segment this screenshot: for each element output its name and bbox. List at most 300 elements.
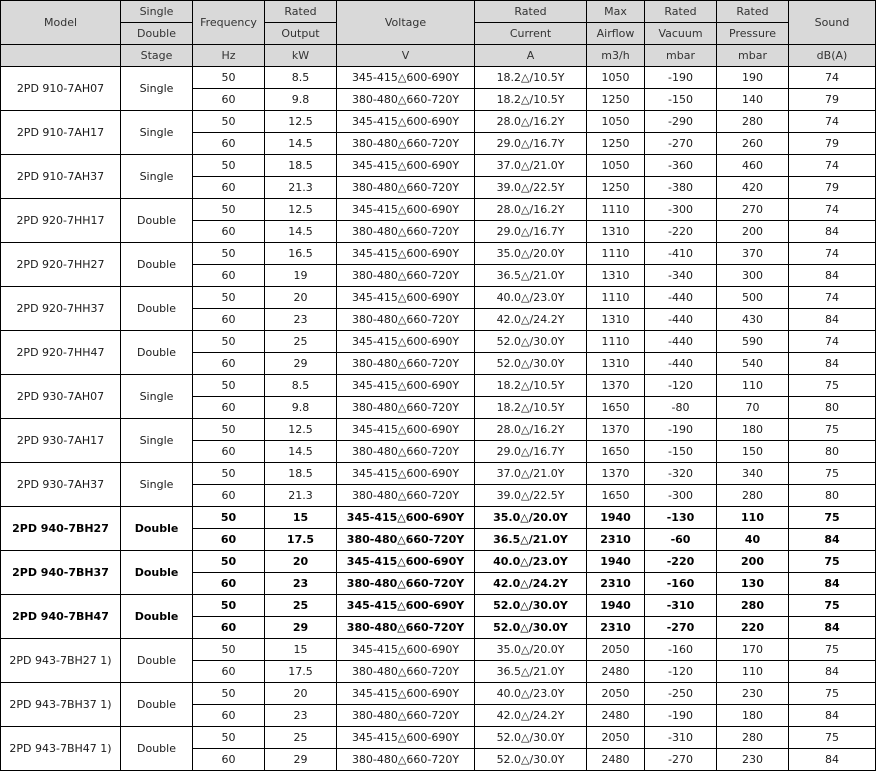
voltage-cell: 345-415△600-690Y [337, 595, 475, 617]
sound-cell: 75 [789, 551, 876, 573]
frequency-cell: 60 [193, 485, 265, 507]
vacuum-cell: -220 [645, 551, 717, 573]
sound-cell: 84 [789, 529, 876, 551]
stage-cell: Double [121, 331, 193, 375]
vacuum-cell: -410 [645, 243, 717, 265]
stage-cell: Single [121, 111, 193, 155]
table-row [1, 595, 876, 617]
current-cell: 28.0△/16.2Y [475, 111, 587, 133]
vacuum-cell: -220 [645, 221, 717, 243]
frequency-cell: 50 [193, 595, 265, 617]
model-cell: 2PD 940-7BH37 [1, 551, 121, 595]
model-cell: 2PD 920-7HH37 [1, 287, 121, 331]
stage-cell: Single [121, 67, 193, 111]
output-cell: 9.8 [265, 397, 337, 419]
current-cell: 18.2△/10.5Y [475, 67, 587, 89]
sound-cell: 84 [789, 265, 876, 287]
table-row [1, 67, 876, 89]
model-cell: 2PD 940-7BH27 [1, 507, 121, 551]
model-cell: 2PD 930-7AH37 [1, 463, 121, 507]
table-row [1, 155, 876, 177]
frequency-cell: 50 [193, 639, 265, 661]
current-cell: 36.5△/21.0Y [475, 661, 587, 683]
current-cell: 40.0△/23.0Y [475, 683, 587, 705]
header-airflow-line1: Max [587, 1, 645, 23]
sound-cell: 84 [789, 749, 876, 771]
frequency-cell: 60 [193, 265, 265, 287]
header-vacuum-line1: Rated [645, 1, 717, 23]
sound-cell: 74 [789, 199, 876, 221]
sound-cell: 74 [789, 67, 876, 89]
header-stage-double: Double [121, 23, 193, 45]
header-stage-label: Stage [121, 45, 193, 67]
current-cell: 39.0△/22.5Y [475, 177, 587, 199]
table-row [1, 463, 876, 485]
frequency-cell: 60 [193, 749, 265, 771]
airflow-cell: 1250 [587, 133, 645, 155]
output-cell: 29 [265, 617, 337, 639]
output-cell: 20 [265, 683, 337, 705]
output-cell: 29 [265, 353, 337, 375]
airflow-cell: 2480 [587, 661, 645, 683]
voltage-cell: 380-480△660-720Y [337, 353, 475, 375]
sound-cell: 80 [789, 397, 876, 419]
output-cell: 9.8 [265, 89, 337, 111]
output-cell: 8.5 [265, 67, 337, 89]
current-cell: 18.2△/10.5Y [475, 89, 587, 111]
pressure-cell: 430 [717, 309, 789, 331]
header-frequency: Frequency [193, 1, 265, 45]
voltage-cell: 380-480△660-720Y [337, 177, 475, 199]
voltage-cell: 380-480△660-720Y [337, 441, 475, 463]
pressure-cell: 370 [717, 243, 789, 265]
model-cell: 2PD 943-7BH37 1) [1, 683, 121, 727]
header-pressure-line2: Pressure [717, 23, 789, 45]
sound-cell: 79 [789, 89, 876, 111]
table-row [1, 419, 876, 441]
airflow-cell: 2050 [587, 639, 645, 661]
header-sound-unit: dB(A) [789, 45, 876, 67]
vacuum-cell: -150 [645, 441, 717, 463]
sound-cell: 84 [789, 353, 876, 375]
airflow-cell: 2310 [587, 617, 645, 639]
output-cell: 23 [265, 309, 337, 331]
table-row [1, 639, 876, 661]
vacuum-cell: -440 [645, 331, 717, 353]
airflow-cell: 2310 [587, 529, 645, 551]
model-cell: 2PD 943-7BH27 1) [1, 639, 121, 683]
vacuum-cell: -270 [645, 617, 717, 639]
voltage-cell: 380-480△660-720Y [337, 397, 475, 419]
header-voltage: Voltage [337, 1, 475, 45]
vacuum-cell: -440 [645, 287, 717, 309]
pressure-cell: 170 [717, 639, 789, 661]
sound-cell: 84 [789, 573, 876, 595]
sound-cell: 74 [789, 287, 876, 309]
pressure-cell: 260 [717, 133, 789, 155]
vacuum-cell: -270 [645, 133, 717, 155]
airflow-cell: 1940 [587, 595, 645, 617]
frequency-cell: 60 [193, 617, 265, 639]
pressure-cell: 300 [717, 265, 789, 287]
table-row [1, 683, 876, 705]
stage-cell: Single [121, 155, 193, 199]
table-body [1, 67, 876, 771]
sound-cell: 84 [789, 705, 876, 727]
pressure-cell: 140 [717, 89, 789, 111]
stage-cell: Single [121, 419, 193, 463]
vacuum-cell: -60 [645, 529, 717, 551]
output-cell: 14.5 [265, 221, 337, 243]
output-cell: 18.5 [265, 463, 337, 485]
model-cell: 2PD 910-7AH07 [1, 67, 121, 111]
sound-cell: 75 [789, 507, 876, 529]
voltage-cell: 345-415△600-690Y [337, 419, 475, 441]
frequency-cell: 60 [193, 353, 265, 375]
vacuum-cell: -250 [645, 683, 717, 705]
sound-cell: 75 [789, 595, 876, 617]
airflow-cell: 1250 [587, 177, 645, 199]
airflow-cell: 2050 [587, 683, 645, 705]
sound-cell: 75 [789, 463, 876, 485]
pressure-cell: 280 [717, 595, 789, 617]
frequency-cell: 50 [193, 463, 265, 485]
airflow-cell: 1650 [587, 397, 645, 419]
stage-cell: Double [121, 287, 193, 331]
vacuum-cell: -310 [645, 727, 717, 749]
pressure-cell: 110 [717, 507, 789, 529]
pressure-cell: 220 [717, 617, 789, 639]
frequency-cell: 60 [193, 661, 265, 683]
current-cell: 52.0△/30.0Y [475, 353, 587, 375]
airflow-cell: 1310 [587, 353, 645, 375]
pressure-cell: 180 [717, 419, 789, 441]
pressure-cell: 70 [717, 397, 789, 419]
airflow-cell: 1050 [587, 155, 645, 177]
vacuum-cell: -120 [645, 375, 717, 397]
voltage-cell: 380-480△660-720Y [337, 573, 475, 595]
airflow-cell: 1370 [587, 375, 645, 397]
airflow-cell: 1370 [587, 419, 645, 441]
current-cell: 28.0△/16.2Y [475, 199, 587, 221]
airflow-cell: 2310 [587, 573, 645, 595]
output-cell: 14.5 [265, 133, 337, 155]
airflow-cell: 1050 [587, 111, 645, 133]
table-row [1, 727, 876, 749]
output-cell: 21.3 [265, 177, 337, 199]
current-cell: 35.0△/20.0Y [475, 639, 587, 661]
airflow-cell: 1250 [587, 89, 645, 111]
frequency-cell: 60 [193, 529, 265, 551]
voltage-cell: 345-415△600-690Y [337, 243, 475, 265]
stage-cell: Double [121, 551, 193, 595]
stage-cell: Single [121, 463, 193, 507]
sound-cell: 75 [789, 419, 876, 441]
voltage-cell: 345-415△600-690Y [337, 199, 475, 221]
current-cell: 29.0△/16.7Y [475, 133, 587, 155]
pressure-cell: 200 [717, 551, 789, 573]
output-cell: 20 [265, 551, 337, 573]
vacuum-cell: -440 [645, 353, 717, 375]
voltage-cell: 345-415△600-690Y [337, 683, 475, 705]
pressure-cell: 110 [717, 661, 789, 683]
pressure-cell: 280 [717, 727, 789, 749]
airflow-cell: 1110 [587, 243, 645, 265]
table-header [1, 1, 876, 67]
sound-cell: 79 [789, 133, 876, 155]
output-cell: 16.5 [265, 243, 337, 265]
current-cell: 28.0△/16.2Y [475, 419, 587, 441]
sound-cell: 80 [789, 485, 876, 507]
voltage-cell: 345-415△600-690Y [337, 727, 475, 749]
sound-cell: 74 [789, 111, 876, 133]
current-cell: 29.0△/16.7Y [475, 441, 587, 463]
voltage-cell: 345-415△600-690Y [337, 111, 475, 133]
header-output-unit: kW [265, 45, 337, 67]
voltage-cell: 380-480△660-720Y [337, 309, 475, 331]
voltage-cell: 345-415△600-690Y [337, 507, 475, 529]
airflow-cell: 1310 [587, 221, 645, 243]
voltage-cell: 380-480△660-720Y [337, 221, 475, 243]
table-row [1, 243, 876, 265]
stage-cell: Double [121, 243, 193, 287]
header-airflow-unit: m3/h [587, 45, 645, 67]
pressure-cell: 150 [717, 441, 789, 463]
pressure-cell: 230 [717, 749, 789, 771]
pressure-cell: 130 [717, 573, 789, 595]
header-pressure-line1: Rated [717, 1, 789, 23]
frequency-cell: 50 [193, 683, 265, 705]
current-cell: 40.0△/23.0Y [475, 287, 587, 309]
frequency-cell: 60 [193, 309, 265, 331]
output-cell: 23 [265, 573, 337, 595]
sound-cell: 84 [789, 309, 876, 331]
table-row [1, 287, 876, 309]
output-cell: 25 [265, 595, 337, 617]
sound-cell: 75 [789, 727, 876, 749]
output-cell: 19 [265, 265, 337, 287]
frequency-cell: 60 [193, 397, 265, 419]
frequency-cell: 60 [193, 133, 265, 155]
stage-cell: Double [121, 639, 193, 683]
pressure-cell: 200 [717, 221, 789, 243]
current-cell: 42.0△/24.2Y [475, 573, 587, 595]
header-vacuum-line2: Vacuum [645, 23, 717, 45]
header-pressure-unit: mbar [717, 45, 789, 67]
frequency-cell: 50 [193, 331, 265, 353]
sound-cell: 80 [789, 441, 876, 463]
vacuum-cell: -190 [645, 419, 717, 441]
voltage-cell: 380-480△660-720Y [337, 705, 475, 727]
airflow-cell: 1940 [587, 551, 645, 573]
frequency-cell: 50 [193, 375, 265, 397]
pressure-cell: 280 [717, 111, 789, 133]
voltage-cell: 380-480△660-720Y [337, 133, 475, 155]
stage-cell: Double [121, 683, 193, 727]
pressure-cell: 190 [717, 67, 789, 89]
header-stage-single: Single [121, 1, 193, 23]
output-cell: 12.5 [265, 111, 337, 133]
current-cell: 18.2△/10.5Y [475, 375, 587, 397]
stage-cell: Double [121, 727, 193, 771]
pressure-cell: 270 [717, 199, 789, 221]
output-cell: 17.5 [265, 529, 337, 551]
frequency-cell: 60 [193, 705, 265, 727]
voltage-cell: 345-415△600-690Y [337, 375, 475, 397]
airflow-cell: 1050 [587, 67, 645, 89]
current-cell: 29.0△/16.7Y [475, 221, 587, 243]
output-cell: 17.5 [265, 661, 337, 683]
sound-cell: 75 [789, 639, 876, 661]
output-cell: 18.5 [265, 155, 337, 177]
current-cell: 35.0△/20.0Y [475, 243, 587, 265]
header-frequency-unit: Hz [193, 45, 265, 67]
table-row [1, 507, 876, 529]
current-cell: 42.0△/24.2Y [475, 309, 587, 331]
vacuum-cell: -310 [645, 595, 717, 617]
output-cell: 23 [265, 705, 337, 727]
voltage-cell: 345-415△600-690Y [337, 67, 475, 89]
pressure-cell: 110 [717, 375, 789, 397]
model-cell: 2PD 920-7HH27 [1, 243, 121, 287]
voltage-cell: 345-415△600-690Y [337, 331, 475, 353]
model-cell: 2PD 940-7BH47 [1, 595, 121, 639]
pressure-cell: 540 [717, 353, 789, 375]
header-model: Model [1, 1, 121, 45]
airflow-cell: 2050 [587, 727, 645, 749]
model-cell: 2PD 930-7AH17 [1, 419, 121, 463]
frequency-cell: 60 [193, 441, 265, 463]
model-cell: 2PD 943-7BH47 1) [1, 727, 121, 771]
vacuum-cell: -320 [645, 463, 717, 485]
frequency-cell: 50 [193, 199, 265, 221]
sound-cell: 74 [789, 243, 876, 265]
header-output-line1: Rated [265, 1, 337, 23]
vacuum-cell: -190 [645, 705, 717, 727]
voltage-cell: 380-480△660-720Y [337, 749, 475, 771]
table-row [1, 199, 876, 221]
frequency-cell: 50 [193, 507, 265, 529]
current-cell: 18.2△/10.5Y [475, 397, 587, 419]
output-cell: 12.5 [265, 199, 337, 221]
output-cell: 25 [265, 331, 337, 353]
header-sound: Sound [789, 1, 876, 45]
output-cell: 15 [265, 507, 337, 529]
airflow-cell: 2480 [587, 705, 645, 727]
header-voltage-unit: V [337, 45, 475, 67]
current-cell: 52.0△/30.0Y [475, 727, 587, 749]
table-row [1, 111, 876, 133]
pressure-cell: 420 [717, 177, 789, 199]
table-row [1, 551, 876, 573]
airflow-cell: 1650 [587, 485, 645, 507]
voltage-cell: 345-415△600-690Y [337, 287, 475, 309]
header-airflow-line2: Airflow [587, 23, 645, 45]
voltage-cell: 380-480△660-720Y [337, 265, 475, 287]
airflow-cell: 1110 [587, 331, 645, 353]
output-cell: 20 [265, 287, 337, 309]
airflow-cell: 1650 [587, 441, 645, 463]
frequency-cell: 60 [193, 89, 265, 111]
header-current-unit: A [475, 45, 587, 67]
pressure-cell: 180 [717, 705, 789, 727]
frequency-cell: 50 [193, 551, 265, 573]
header-vacuum-unit: mbar [645, 45, 717, 67]
vacuum-cell: -380 [645, 177, 717, 199]
voltage-cell: 345-415△600-690Y [337, 639, 475, 661]
voltage-cell: 380-480△660-720Y [337, 485, 475, 507]
frequency-cell: 50 [193, 155, 265, 177]
frequency-cell: 60 [193, 177, 265, 199]
airflow-cell: 1370 [587, 463, 645, 485]
current-cell: 36.5△/21.0Y [475, 529, 587, 551]
vacuum-cell: -80 [645, 397, 717, 419]
sound-cell: 75 [789, 683, 876, 705]
pressure-cell: 460 [717, 155, 789, 177]
vacuum-cell: -190 [645, 67, 717, 89]
current-cell: 39.0△/22.5Y [475, 485, 587, 507]
frequency-cell: 50 [193, 419, 265, 441]
output-cell: 15 [265, 639, 337, 661]
current-cell: 52.0△/30.0Y [475, 331, 587, 353]
voltage-cell: 380-480△660-720Y [337, 529, 475, 551]
sound-cell: 75 [789, 375, 876, 397]
vacuum-cell: -440 [645, 309, 717, 331]
sound-cell: 79 [789, 177, 876, 199]
airflow-cell: 2480 [587, 749, 645, 771]
output-cell: 14.5 [265, 441, 337, 463]
model-cell: 2PD 920-7HH17 [1, 199, 121, 243]
frequency-cell: 50 [193, 727, 265, 749]
vacuum-cell: -160 [645, 573, 717, 595]
model-cell: 2PD 920-7HH47 [1, 331, 121, 375]
header-output-line2: Output [265, 23, 337, 45]
frequency-cell: 50 [193, 243, 265, 265]
frequency-cell: 50 [193, 67, 265, 89]
current-cell: 52.0△/30.0Y [475, 595, 587, 617]
current-cell: 40.0△/23.0Y [475, 551, 587, 573]
output-cell: 29 [265, 749, 337, 771]
pressure-cell: 280 [717, 485, 789, 507]
table-row [1, 375, 876, 397]
voltage-cell: 345-415△600-690Y [337, 155, 475, 177]
table-row [1, 331, 876, 353]
airflow-cell: 1310 [587, 309, 645, 331]
vacuum-cell: -290 [645, 111, 717, 133]
output-cell: 8.5 [265, 375, 337, 397]
frequency-cell: 60 [193, 221, 265, 243]
sound-cell: 84 [789, 661, 876, 683]
frequency-cell: 50 [193, 111, 265, 133]
vacuum-cell: -150 [645, 89, 717, 111]
current-cell: 37.0△/21.0Y [475, 463, 587, 485]
sound-cell: 74 [789, 331, 876, 353]
current-cell: 36.5△/21.0Y [475, 265, 587, 287]
voltage-cell: 345-415△600-690Y [337, 463, 475, 485]
pressure-cell: 590 [717, 331, 789, 353]
output-cell: 21.3 [265, 485, 337, 507]
stage-cell: Single [121, 375, 193, 419]
voltage-cell: 380-480△660-720Y [337, 617, 475, 639]
header-current-line2: Current [475, 23, 587, 45]
current-cell: 52.0△/30.0Y [475, 749, 587, 771]
vacuum-cell: -360 [645, 155, 717, 177]
voltage-cell: 345-415△600-690Y [337, 551, 475, 573]
pressure-cell: 500 [717, 287, 789, 309]
sound-cell: 84 [789, 221, 876, 243]
frequency-cell: 50 [193, 287, 265, 309]
stage-cell: Double [121, 199, 193, 243]
